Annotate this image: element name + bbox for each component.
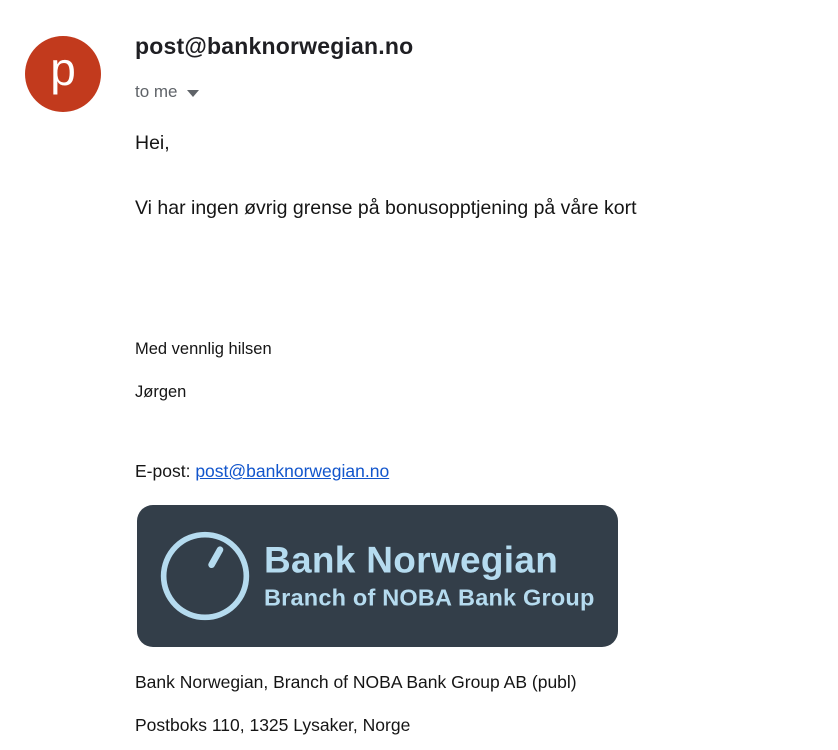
dial-icon bbox=[158, 529, 252, 623]
footer-address-line: Postboks 110, 1325 Lysaker, Norge bbox=[135, 715, 411, 735]
recipient-label: to me bbox=[135, 82, 178, 101]
sender-email[interactable]: post@banknorwegian.no bbox=[135, 33, 414, 59]
email-link[interactable]: post@banknorwegian.no bbox=[195, 461, 390, 481]
signature-closing: Med vennlig hilsen bbox=[135, 340, 272, 358]
sender-avatar[interactable] bbox=[25, 36, 101, 112]
footer-company-line: Bank Norwegian, Branch of NOBA Bank Group AB (publ) bbox=[135, 672, 577, 692]
recipient-details-toggle[interactable] bbox=[135, 82, 199, 102]
chevron-down-icon[interactable] bbox=[187, 90, 199, 97]
signature-email-row bbox=[135, 461, 389, 482]
email-label: E-post: bbox=[135, 461, 196, 481]
logo-text-block bbox=[264, 541, 595, 612]
body-message: Vi har ingen øvrig grense på bonusopptjening på våre kort bbox=[135, 197, 637, 219]
signature-name: Jørgen bbox=[135, 383, 187, 401]
body-greeting: Hei, bbox=[135, 132, 170, 154]
logo-title: Bank Norwegian bbox=[264, 539, 559, 581]
avatar-letter: p bbox=[50, 43, 76, 95]
logo-subtitle: Branch of NOBA Bank Group bbox=[264, 584, 595, 611]
bank-norwegian-logo bbox=[137, 505, 618, 647]
